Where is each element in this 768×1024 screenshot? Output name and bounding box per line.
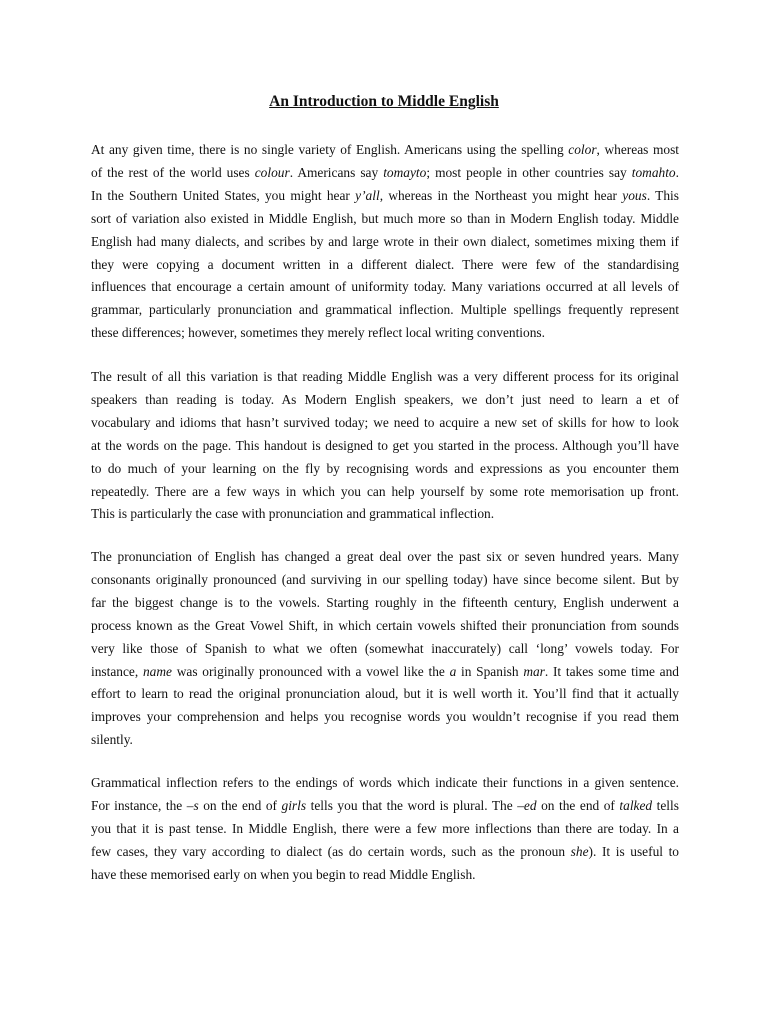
text-run: At any given time, there is no single variety of English. Americans using the spelling xyxy=(91,142,569,157)
text-run: effort to learn to read the original pronunciation aloud, but it is well worth it. You’ll find that it actually xyxy=(91,686,679,702)
text-run: was originally pronounced with a vowel like the xyxy=(171,663,450,679)
text-run: on the end of xyxy=(198,797,282,813)
paragraph-3 xyxy=(91,546,679,752)
paragraph-line xyxy=(91,729,679,752)
text-run: tells you that the word is plural. The xyxy=(306,797,518,813)
italic-term: a xyxy=(449,663,457,679)
paragraph-line xyxy=(91,231,679,254)
text-run: few cases, they vary according to dialect (as do certain words, such as the pronoun xyxy=(91,843,571,859)
paragraph-1 xyxy=(91,139,679,345)
paragraph-line xyxy=(91,592,679,615)
text-run: consonants originally pronounced (and surviving in our spelling today) have since become silent. But by xyxy=(91,571,679,587)
paragraph-line xyxy=(91,546,679,569)
paragraph-line xyxy=(91,841,679,864)
text-run: far the biggest change is to the vowels. Starting roughly in the fifteenth century, English underwent a xyxy=(91,594,679,610)
text-run: , whereas in the Northeast you might hear xyxy=(379,187,623,203)
text-run: This is particularly the case with pronunciation and grammatical inflection. xyxy=(91,506,495,522)
text-run: you that it is past tense. In Middle English, there were a few more inflections than there are today. In a xyxy=(91,820,679,836)
text-run: to do much of your learning on the fly by recognising words and expressions as you encounter them xyxy=(91,460,679,476)
paragraph-line xyxy=(91,389,679,412)
paragraph-line xyxy=(91,458,679,481)
paragraph-line xyxy=(91,638,679,661)
italic-term: –ed xyxy=(517,797,537,813)
text-run: repeatedly. There are a few ways in which you can help yourself by some rote memorisation up front. xyxy=(91,483,679,499)
text-run: grammar, particularly pronunciation and grammatical inflection. Multiple spellings frequently represent xyxy=(91,302,679,318)
paragraph-line xyxy=(91,412,679,435)
text-run: have these memorised early on when you begin to read Middle English. xyxy=(91,866,476,882)
text-run: tells xyxy=(652,797,679,813)
paragraph-line xyxy=(91,276,679,299)
text-run: in Spanish xyxy=(456,663,524,679)
paragraph-line xyxy=(91,162,679,185)
text-run: In the Southern United States, you might hear xyxy=(91,187,356,203)
italic-term: yous xyxy=(622,187,647,203)
text-run: speakers than reading is today. As Modern English speakers, we don’t just need to learn a et of xyxy=(91,391,679,407)
paragraph-line xyxy=(91,683,679,706)
italic-term: talked xyxy=(619,797,653,813)
text-run: on the end of xyxy=(536,797,620,813)
text-run: . xyxy=(675,164,679,180)
text-run: instance, xyxy=(91,663,143,679)
text-run: process known as the Great Vowel Shift, in which certain vowels shifted their pronunciation from sounds xyxy=(91,617,679,633)
text-run: at the words on the page. This handout is designed to get you started in the process. Although you’ll have xyxy=(91,437,679,453)
text-run: ). It is useful to xyxy=(588,843,680,859)
paragraph-line xyxy=(91,139,679,162)
italic-term: tomahto xyxy=(631,164,676,180)
italic-term: she xyxy=(570,843,589,859)
paragraph-line xyxy=(91,569,679,592)
text-run: influences that encourage a certain amount of uniformity today. Many variations occurred at all levels of xyxy=(91,279,679,295)
paragraph-line xyxy=(91,615,679,638)
italic-term: color xyxy=(568,142,597,157)
paragraph-line xyxy=(91,864,679,887)
text-run: . This xyxy=(646,187,679,203)
text-run: sort of variation also existed in Middle English, but much more so than in Modern English today. Middle xyxy=(91,210,679,226)
paragraph-line xyxy=(91,366,679,389)
paragraph-line xyxy=(91,772,679,795)
text-run: vocabulary and idioms that hasn’t survived today; we need to acquire a new set of skills for how to look xyxy=(91,414,679,430)
italic-term: girls xyxy=(281,797,307,813)
paragraph-line xyxy=(91,322,679,345)
paragraph-line xyxy=(91,185,679,208)
paragraph-line xyxy=(91,795,679,818)
text-run: very like those of Spanish to what we often (somewhat inaccurately) call ‘long’ vowels today. For xyxy=(91,640,679,656)
text-run: silently. xyxy=(91,732,133,748)
text-run: English had many dialects, and scribes by and large wrote in their own dialect, sometimes mixing them if xyxy=(91,233,679,249)
paragraph-line xyxy=(91,481,679,504)
italic-term: colour xyxy=(254,164,290,180)
paragraph-line xyxy=(91,661,679,684)
text-run: they were copying a document written in a different dialect. There were few of the standardising xyxy=(91,256,679,272)
text-run: , whereas most xyxy=(596,142,679,157)
italic-term: mar xyxy=(523,663,545,679)
italic-term: y’all xyxy=(355,187,380,203)
text-run: The pronunciation of English has changed a great deal over the past six or seven hundred years. Many xyxy=(91,549,679,564)
text-run: of the rest of the world uses xyxy=(91,164,255,180)
paragraph-line xyxy=(91,435,679,458)
italic-term: –s xyxy=(186,797,199,813)
document-title: An Introduction to Middle English xyxy=(269,93,499,110)
text-run: The result of all this variation is that reading Middle English was a very different process for its original xyxy=(91,369,679,384)
paragraph-line xyxy=(91,254,679,277)
paragraph-line xyxy=(91,503,679,526)
text-run: . Americans say xyxy=(289,164,384,180)
text-run: . It takes some time and xyxy=(544,663,679,679)
text-run: Grammatical inflection refers to the endings of words which indicate their functions in a given sentence. xyxy=(91,775,679,790)
italic-term: name xyxy=(142,663,172,679)
paragraph-line xyxy=(91,208,679,231)
text-run: improves your comprehension and helps you recognise words you wouldn’t recognise if you read them xyxy=(91,709,679,725)
paragraph-line xyxy=(91,818,679,841)
text-run: ; most people in other countries say xyxy=(426,164,632,180)
paragraph-line xyxy=(91,706,679,729)
paragraph-2 xyxy=(91,366,679,526)
text-run: For instance, the xyxy=(91,797,187,813)
paragraph-line xyxy=(91,299,679,322)
text-run: these differences; however, sometimes they merely reflect local writing conventions. xyxy=(91,325,545,341)
paragraph-4 xyxy=(91,772,679,887)
italic-term: tomayto xyxy=(383,164,427,180)
